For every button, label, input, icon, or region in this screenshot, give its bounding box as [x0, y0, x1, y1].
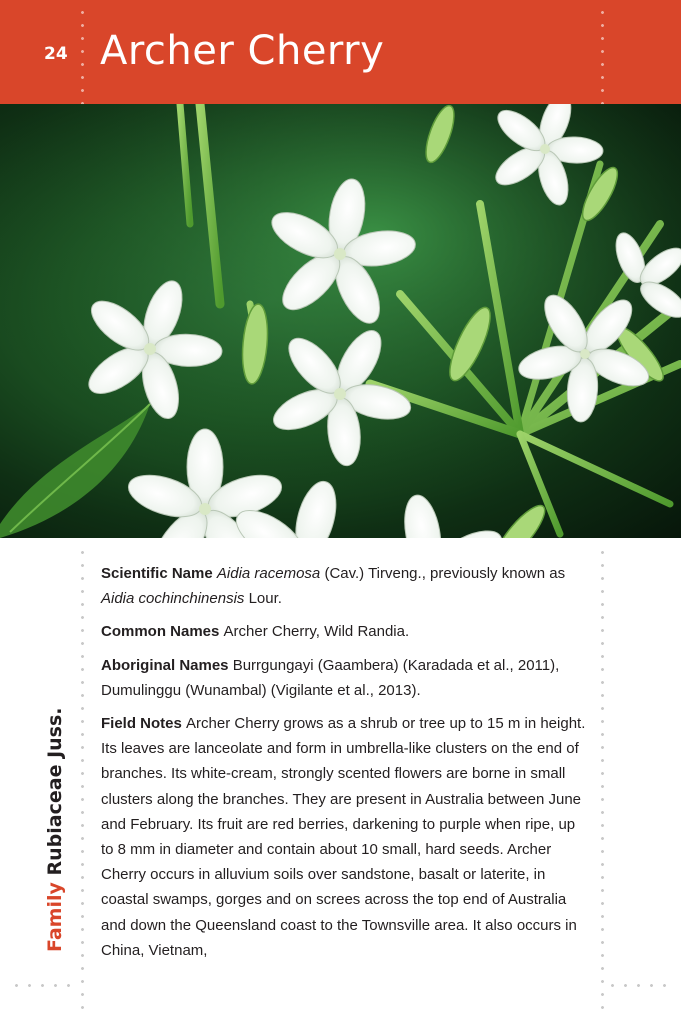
- flower-photo: [0, 104, 681, 538]
- scientific-name: Aidia racemosa: [216, 565, 321, 582]
- aboriginal-names-label: Aboriginal Names: [101, 656, 233, 674]
- header-dotted-rule-right: [601, 6, 604, 104]
- page-header: [0, 0, 681, 104]
- scientific-name-authority: (Cav.) Tirveng., previously known as: [320, 565, 566, 582]
- page-title: Archer Cherry: [100, 28, 385, 74]
- field-notes-text: Archer Cherry grows as a shrub or tree up to 15 m in height. Its leaves are lanceolate and form in umbrella-like clusters on the end of branches. Its white-cream, strongly scented flowers are borne in small clusters along the branches. They are present in Australia between June and February. Its fruit are red berries, darkening to purple when ripe, up to 8 mm in diameter and contain about 10 small, hard seeds. Archer Cherry occurs in alluvium soils over sandstone, basalt or laterite, in coastal swamps, gorges and on screes across the top end of Australia and down the Queensland coast to the Townsville area. It also occurs in China, Vietnam,: [101, 715, 586, 959]
- dotted-rule-right: [601, 546, 604, 1016]
- family-name: Rubiaceae Juss.: [44, 707, 66, 876]
- dotted-rule-bottom-right: [606, 984, 676, 987]
- scientific-name-paragraph: [101, 561, 587, 611]
- common-names-text: Archer Cherry, Wild Randia.: [223, 623, 410, 641]
- aboriginal-names-text: Burrgungayi (Gaambera) (Karadada et al., 2011), Dumulinggu (Wunambal) (Vigilante et al., 2013).: [101, 656, 560, 699]
- dotted-rule-bottom-left: [10, 984, 80, 987]
- page-number: 24: [44, 44, 68, 64]
- dotted-rule-left: [81, 546, 84, 1016]
- header-dotted-rule-left: [81, 6, 84, 104]
- aboriginal-names-paragraph: [101, 653, 587, 703]
- flower-illustration: [0, 104, 681, 538]
- synonym-authority: Lour.: [244, 590, 282, 608]
- scientific-name-label: Scientific Name: [101, 565, 217, 582]
- common-names-label: Common Names: [101, 623, 224, 641]
- synonym-name: Aidia cochinchinensis: [101, 590, 245, 608]
- common-names-paragraph: [101, 619, 587, 644]
- entry-text: [101, 561, 587, 971]
- field-notes-label: Field Notes: [101, 715, 187, 733]
- field-notes-paragraph: [101, 711, 587, 963]
- family-heading: Family: [44, 875, 66, 952]
- family-label: [44, 707, 66, 952]
